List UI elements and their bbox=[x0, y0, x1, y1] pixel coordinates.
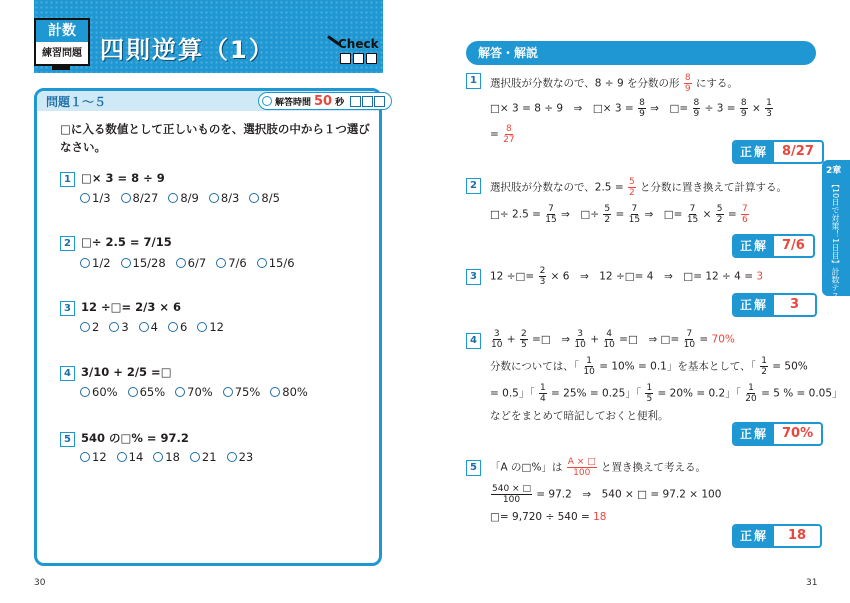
denominator: 9 bbox=[693, 109, 700, 119]
question-number: 3 bbox=[60, 301, 75, 316]
numerator: 2 bbox=[520, 329, 527, 339]
check-box[interactable] bbox=[340, 53, 351, 64]
question-stem: □÷ 2.5 = 7/15 bbox=[81, 235, 172, 249]
answer-label: 正解 bbox=[734, 142, 774, 162]
answer-5-line-3 bbox=[490, 511, 606, 523]
answer-1-line-3 bbox=[490, 124, 516, 145]
option[interactable]: 6 bbox=[168, 320, 187, 334]
denominator: 15 bbox=[628, 215, 641, 225]
question-2 bbox=[60, 235, 172, 251]
fraction bbox=[574, 329, 585, 350]
chapter-label: 2章 bbox=[826, 166, 842, 176]
fraction bbox=[745, 383, 756, 404]
option[interactable]: 21 bbox=[190, 450, 217, 464]
answer-box-2 bbox=[732, 234, 815, 258]
numerator: 1 bbox=[748, 383, 754, 393]
fraction bbox=[716, 204, 724, 225]
answer-header-title: 解答・解説 bbox=[478, 46, 539, 60]
denominator: 9 bbox=[639, 109, 645, 119]
options-2 bbox=[80, 256, 295, 270]
answer-label: 正解 bbox=[734, 295, 774, 315]
answer-4-line-2 bbox=[490, 356, 808, 377]
denominator: 9 bbox=[740, 109, 747, 119]
text: × 6 ⇒ 12 ÷□= 4 ⇒ □= 12 ÷ 4 = bbox=[550, 270, 753, 283]
option[interactable]: 12 bbox=[80, 450, 107, 464]
numerator: 8 bbox=[740, 98, 747, 108]
option[interactable]: 75% bbox=[223, 385, 261, 399]
answer-box-1 bbox=[732, 140, 824, 164]
check-box-group bbox=[328, 35, 379, 65]
option[interactable]: 15/28 bbox=[121, 256, 166, 270]
fraction bbox=[603, 204, 611, 225]
text: 選択肢が分数なので、2.5 = bbox=[490, 181, 624, 194]
option[interactable]: 23 bbox=[227, 450, 254, 464]
text: = 5 % = 0.05」 bbox=[761, 387, 843, 400]
fraction bbox=[687, 204, 698, 225]
numerator: 1 bbox=[539, 383, 546, 393]
fraction bbox=[545, 204, 556, 225]
fraction bbox=[741, 204, 749, 225]
category-badge bbox=[34, 18, 90, 66]
answer-1-line-2 bbox=[490, 98, 774, 119]
answer-1-line-1 bbox=[490, 73, 738, 94]
question-stem: □× 3 = 8 ÷ 9 bbox=[81, 171, 165, 185]
numerator: 540 × □ bbox=[492, 484, 531, 494]
fraction bbox=[684, 329, 695, 350]
text: × bbox=[751, 102, 761, 115]
numerator: 8 bbox=[693, 98, 700, 108]
answer-2-line-1 bbox=[490, 177, 787, 198]
options-5 bbox=[80, 450, 253, 464]
timer-label: 解答時間 bbox=[275, 97, 312, 108]
text: = 50% bbox=[772, 360, 808, 373]
answer-label: 正解 bbox=[734, 526, 774, 546]
text: □= 9,720 ÷ 540 = bbox=[490, 511, 590, 523]
instruction-text: □に入る数値として正しいものを、選択肢の中から１つ選びなさい。 bbox=[60, 122, 370, 154]
question-number: 1 bbox=[60, 172, 75, 187]
denominator: 10 bbox=[583, 367, 595, 377]
denominator: 10 bbox=[603, 340, 615, 350]
text: + bbox=[590, 333, 600, 346]
fraction bbox=[603, 329, 614, 350]
numerator: 1 bbox=[646, 383, 653, 393]
fraction bbox=[567, 457, 597, 478]
answer-2-line-2 bbox=[490, 204, 750, 225]
question-number: 4 bbox=[60, 366, 75, 381]
text: = bbox=[727, 208, 737, 221]
option[interactable]: 14 bbox=[117, 450, 144, 464]
numerator: 5 bbox=[604, 204, 611, 214]
question-3 bbox=[60, 300, 181, 316]
text: = 25% = 0.25」「 bbox=[551, 387, 642, 400]
fraction bbox=[693, 98, 701, 119]
text: ⇒ □= bbox=[644, 208, 683, 221]
option[interactable]: 60% bbox=[80, 385, 118, 399]
fraction bbox=[760, 356, 768, 377]
check-label: Check bbox=[338, 37, 379, 51]
denominator: 3 bbox=[539, 277, 546, 287]
denominator: 5 bbox=[646, 394, 653, 404]
text: + bbox=[506, 333, 516, 346]
question-4 bbox=[60, 365, 172, 381]
fraction bbox=[638, 98, 646, 119]
option[interactable]: 6/7 bbox=[176, 256, 207, 270]
denominator: 10 bbox=[491, 340, 503, 350]
denominator: 2 bbox=[761, 367, 767, 377]
option[interactable]: 80% bbox=[270, 385, 308, 399]
answer-box-3 bbox=[732, 293, 817, 317]
answer-number: 5 bbox=[466, 460, 481, 476]
question-stem: 540 の□% = 97.2 bbox=[81, 431, 189, 445]
numerator: 1 bbox=[761, 356, 767, 366]
answer-5-line-1 bbox=[490, 457, 706, 478]
numerator: 5 bbox=[628, 177, 635, 187]
answer-number: 3 bbox=[466, 269, 481, 285]
text: と分数に置き換えて計算する。 bbox=[640, 181, 788, 194]
text: と置き換えて考える。 bbox=[601, 461, 707, 474]
question-stem: 3/10 + 2/5 =□ bbox=[81, 365, 172, 379]
fraction bbox=[583, 356, 594, 377]
option[interactable]: 8/3 bbox=[209, 191, 240, 205]
answer-number: 4 bbox=[466, 333, 481, 349]
timer-value: 50 bbox=[314, 93, 333, 109]
answer-box-4 bbox=[732, 422, 823, 446]
numerator: 8 bbox=[639, 98, 645, 108]
denominator: 20 bbox=[745, 394, 757, 404]
numerator: 3 bbox=[493, 329, 500, 339]
text: 分数については、「 bbox=[490, 360, 580, 373]
result-mark-box[interactable] bbox=[350, 96, 361, 107]
denominator: 3 bbox=[766, 109, 772, 119]
answer-value: 70% bbox=[782, 426, 814, 441]
denominator: 15 bbox=[686, 215, 699, 225]
text: × bbox=[702, 208, 712, 221]
denominator: 2 bbox=[716, 215, 723, 225]
question-stem: 12 ÷□= 2/3 × 6 bbox=[81, 300, 181, 314]
clock-icon bbox=[262, 96, 272, 106]
text: 選択肢が分数なので、8 ÷ 9 を分数の形 bbox=[490, 77, 680, 90]
timer-unit: 秒 bbox=[335, 97, 345, 108]
options-1 bbox=[80, 191, 280, 205]
text: ÷ 3 = bbox=[704, 102, 736, 115]
check-box[interactable] bbox=[353, 53, 364, 64]
fraction bbox=[539, 383, 547, 404]
answer-4-line-1: $\frac{3}{10}$ + $\frac{2}{5}$ =□ ⇒ $\frac{3}{10}$ + $\frac{4}{10}$ =□ ⇒ □= $\frac{7}{10}$ = 70% bbox=[491, 329, 735, 350]
question-5 bbox=[60, 430, 189, 447]
denominator: 2 bbox=[604, 215, 611, 225]
answer-value: 8/27 bbox=[782, 144, 814, 159]
text: =□ ⇒ bbox=[619, 333, 658, 346]
options-3 bbox=[80, 320, 224, 334]
option[interactable]: 15/6 bbox=[257, 256, 295, 270]
numerator: 1 bbox=[766, 98, 772, 108]
answer-box-5 bbox=[732, 524, 822, 548]
option[interactable]: 4 bbox=[139, 320, 158, 334]
question-number: 2 bbox=[60, 236, 75, 251]
denominator: 100 bbox=[573, 468, 591, 478]
fraction bbox=[645, 383, 653, 404]
numerator: 8 bbox=[506, 124, 512, 134]
numerator: 5 bbox=[716, 204, 723, 214]
text: = 0.5」「 bbox=[490, 387, 535, 400]
text: ⇒ □÷ bbox=[561, 208, 600, 221]
badge-subtitle: 練習問題 bbox=[42, 48, 82, 59]
answer-value: 18 bbox=[788, 528, 807, 543]
text: = bbox=[490, 128, 499, 141]
answer-value: 3 bbox=[790, 297, 800, 312]
option[interactable]: 3 bbox=[109, 320, 128, 334]
fraction bbox=[740, 98, 748, 119]
text: = bbox=[615, 208, 625, 221]
text: =□ ⇒ bbox=[532, 333, 571, 346]
numerator: 4 bbox=[606, 329, 612, 339]
answer-3-line-1: 12 ÷□= $\frac{2}{3}$ × 6 ⇒ 12 ÷□= 4 ⇒ □= 12 ÷ 4 = 3 bbox=[490, 266, 764, 287]
result-mark-box[interactable] bbox=[362, 96, 373, 107]
denominator: 4 bbox=[539, 394, 546, 404]
badge-category: 計数 bbox=[36, 20, 88, 42]
fraction bbox=[491, 329, 502, 350]
question-1 bbox=[60, 171, 165, 187]
fraction bbox=[491, 484, 532, 505]
page-title: 四則逆算（1） bbox=[100, 36, 275, 64]
text: 「A の□%」は bbox=[490, 461, 563, 474]
option[interactable]: 2 bbox=[80, 320, 99, 334]
denominator: 15 bbox=[545, 215, 557, 225]
option[interactable]: 8/5 bbox=[249, 191, 280, 205]
option[interactable]: 12 bbox=[197, 320, 224, 334]
numerator: 7 bbox=[689, 204, 696, 214]
question-number: 5 bbox=[60, 432, 75, 447]
numerator: 3 bbox=[577, 329, 583, 339]
fraction bbox=[628, 177, 636, 198]
fraction bbox=[765, 98, 773, 119]
option[interactable]: 18 bbox=[153, 450, 180, 464]
denominator: 10 bbox=[574, 340, 586, 350]
text: にする。 bbox=[695, 77, 738, 90]
answer-number: 2 bbox=[466, 178, 481, 194]
numerator: 8 bbox=[684, 73, 691, 83]
fraction bbox=[520, 329, 528, 350]
option[interactable]: 8/9 bbox=[168, 191, 199, 205]
option[interactable]: 65% bbox=[128, 385, 166, 399]
text: □÷ 2.5 = bbox=[490, 208, 541, 221]
numerator: 2 bbox=[539, 266, 546, 276]
denominator: 5 bbox=[520, 340, 527, 350]
text: = 97.2 ⇒ 540 × □ = 97.2 × 100 bbox=[536, 488, 722, 501]
numerator: 7 bbox=[742, 204, 748, 214]
text: ⇒ □= bbox=[650, 102, 689, 115]
answer-label: 正解 bbox=[734, 424, 774, 444]
badge-stand bbox=[52, 66, 70, 70]
text: = 20% = 0.2」「 bbox=[657, 387, 741, 400]
denominator: 9 bbox=[684, 84, 691, 94]
timer-badge bbox=[258, 92, 392, 110]
denominator: 6 bbox=[742, 215, 748, 225]
answer-4-line-3 bbox=[490, 383, 843, 404]
denominator: 10 bbox=[683, 340, 696, 350]
result: 70% bbox=[711, 333, 735, 346]
text: □× 3 = 8 ÷ 9 ⇒ □× 3 = bbox=[490, 102, 634, 115]
answer-5-line-2 bbox=[490, 484, 721, 505]
denominator: 2 bbox=[628, 188, 635, 198]
numerator: 7 bbox=[631, 204, 638, 214]
result: 18 bbox=[593, 511, 607, 523]
answer-4-line-4: などをまとめて暗記しておくと便利。 bbox=[490, 410, 669, 422]
fraction bbox=[539, 266, 547, 287]
result: 3 bbox=[756, 270, 764, 283]
fraction bbox=[684, 73, 692, 94]
fraction bbox=[629, 204, 640, 225]
option[interactable]: 1/2 bbox=[80, 256, 111, 270]
option[interactable]: 70% bbox=[175, 385, 213, 399]
numerator: 7 bbox=[548, 204, 554, 214]
page-number-right: 31 bbox=[806, 578, 818, 588]
problem-range: 問題１～５ bbox=[46, 95, 107, 109]
result-mark-box[interactable] bbox=[374, 96, 385, 107]
option[interactable]: 1/3 bbox=[80, 191, 111, 205]
fraction bbox=[503, 124, 514, 145]
denominator: 100 bbox=[502, 495, 521, 505]
answer-value: 7/6 bbox=[782, 238, 805, 253]
numerator: A × □ bbox=[567, 457, 596, 467]
numerator: 1 bbox=[586, 356, 592, 366]
numerator: 7 bbox=[686, 329, 693, 339]
answer-label: 正解 bbox=[734, 236, 774, 256]
options-4 bbox=[80, 385, 308, 399]
text: = 10% = 0.1」を基本として、「 bbox=[599, 360, 756, 373]
answer-number: 1 bbox=[466, 73, 481, 89]
check-box[interactable] bbox=[366, 53, 377, 64]
option[interactable]: 7/6 bbox=[216, 256, 247, 270]
denominator: 27 bbox=[503, 135, 515, 145]
option[interactable]: 8/27 bbox=[121, 191, 159, 205]
chapter-side-text: 【10日で対策！1日目】計数テストの解答のコツ bbox=[831, 180, 840, 356]
page-number-left: 30 bbox=[34, 578, 46, 588]
